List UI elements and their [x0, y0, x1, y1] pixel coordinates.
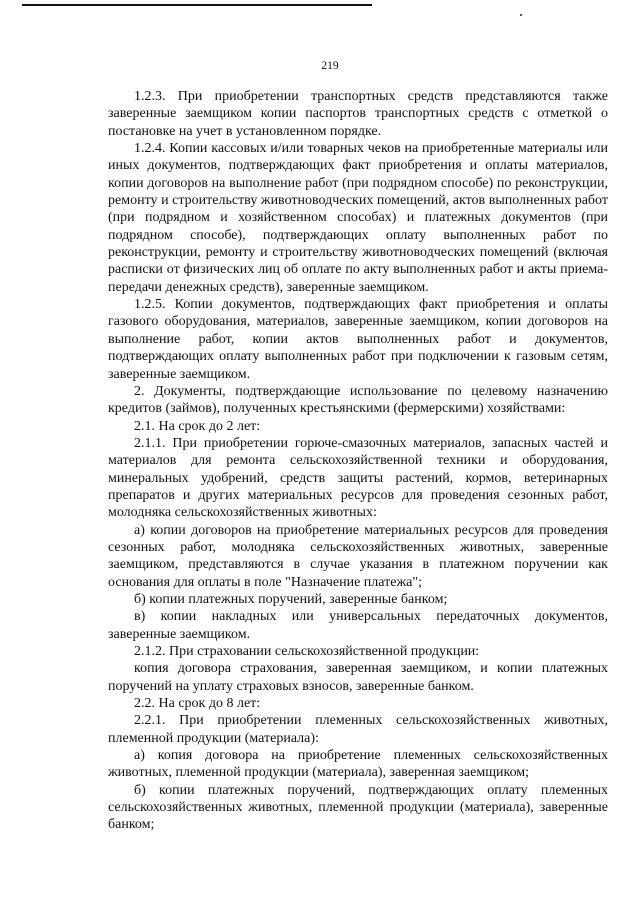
- paragraph-2-2-1-b: б) копии платежных поручений, подтверждающих оплату племенных сельскохозяйственных животных, племенной продукции (материала), заверенные банком;: [108, 782, 608, 833]
- paragraph-2-1-1: 2.1.1. При приобретении горюче-смазочных материалов, запасных частей и материалов для ремонта сельскохозяйственной техники и оборудования, минеральных удобрений, средств защиты растений, кормов, ветеринарных препаратов и других материальных ресурсов для проведения сезонных работ, молодняка сельскохозяйственных животных:: [108, 435, 608, 521]
- paragraph-2: 2. Документы, подтверждающие использование по целевому назначению кредитов (займов), полученных крестьянскими (фермерскими) хозяйствами:: [108, 383, 608, 417]
- paragraph-1-2-4: 1.2.4. Копии кассовых и/или товарных чеков на приобретенные материалы или иных документов, подтверждающих факт приобретения и оплаты материалов, копии договоров на выполнение работ (при подрядном способе) по реконструкции, ремонту и строительству животноводческих помещений, актов выполненных работ (при подрядном и хозяйственном способах) и платежных документов (при подрядном способе), подтверждающих оплату выполненных работ по реконструкции, ремонту и строительству животноводческих помещений (включая расписки от физических лиц об оплате по акту выполненных работ и акты приема-передачи денежных средств), заверенные заемщиком.: [108, 141, 608, 295]
- paragraph-2-1-2: 2.1.2. При страховании сельскохозяйственной продукции:: [134, 644, 480, 659]
- paragraph-2-1-1-v: в) копии накладных или универсальных передаточных документов, заверенные заемщиком.: [108, 609, 608, 642]
- paragraph-2-2: 2.2. На срок до 8 лет:: [134, 696, 261, 712]
- paragraph-1-2-3: 1.2.3. При приобретении транспортных средств представляются также заверенные заемщиком копии паспортов транспортных средств с отметкой о постановке на учет в установленном порядке.: [108, 89, 608, 139]
- paragraph-2-1-2-text: копия договора страхования, заверенная заемщиком, и копии платежных поручений на уплату страховых взносов, заверенные банком.: [108, 661, 608, 694]
- top-border-line: [22, 4, 372, 6]
- scan-speck: [520, 14, 522, 16]
- paragraph-2-2-1-a: а) копия договора на приобретение племенных сельскохозяйственных животных, племенной продукции (материала), заверенная заемщиком;: [108, 748, 608, 781]
- paragraph-2-1: 2.1. На срок до 2 лет:: [134, 418, 261, 434]
- paragraph-2-2-1: 2.2.1. При приобретении племенных сельскохозяйственных животных, племенной продукции (материала):: [108, 713, 608, 746]
- paragraph-2-1-1-a: а) копии договоров на приобретение материальных ресурсов для проведения сезонных работ, молодняка сельскохозяйственных животных, заверенные заемщиком, представляются в случае указания в платежном поручении как основания для оплаты в поле "Назначение платежа";: [108, 522, 608, 590]
- paragraph-2-1-1-b: б) копии платежных поручений, заверенные банком;: [134, 591, 448, 607]
- page-number: 219: [321, 60, 339, 72]
- paragraph-1-2-5: 1.2.5. Копии документов, подтверждающих факт приобретения и оплаты газового оборудования, материалов, заверенные заемщиком, копии договоров на выполнение работ, копии актов выполненных работ и документов, подтверждающих оплату выполненных работ при подключении к газовым сетям, заверенные заемщиком.: [108, 297, 608, 382]
- document-body: [108, 88, 608, 834]
